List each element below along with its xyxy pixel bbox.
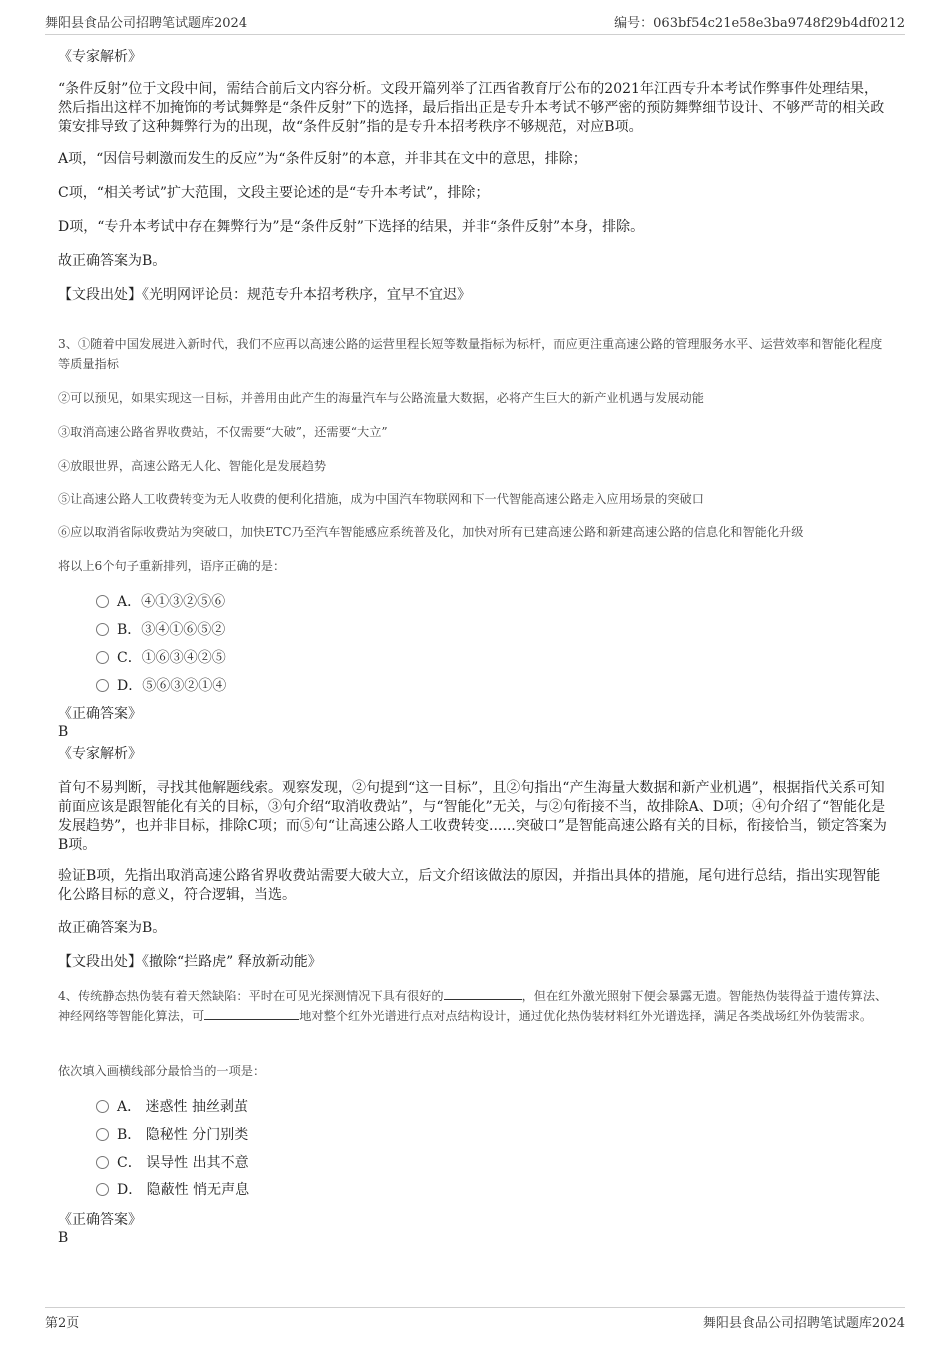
radio-icon[interactable] (96, 595, 109, 608)
q3-sentence-4: ④放眼世界，高速公路无人化、智能化是发展趋势 (58, 459, 327, 473)
q4-option-d[interactable]: D． 隐蔽性 悄无声息 (96, 1180, 249, 1200)
footer-divider (45, 1307, 905, 1308)
q3-option-c[interactable]: C．①⑥③④②⑤ (96, 648, 226, 668)
q3-sentence-3: ③取消高速公路省界收费站，不仅需要“大破”，还需要“大立” (58, 425, 388, 439)
q4-blank-2 (204, 1007, 299, 1020)
radio-icon[interactable] (96, 1156, 109, 1169)
radio-icon[interactable] (96, 679, 109, 692)
radio-icon[interactable] (96, 1100, 109, 1113)
q4-option-c[interactable]: C． 误导性 出其不意 (96, 1153, 249, 1173)
q4-stem: 4、传统静态热伪装有着天然缺陷：平时在可见光探测情况下具有很好的 ，但在红外激光照射下便会暴露无遗。智能热伪装得益于遗传算法、神经网络等智能化算法，可 地对整个红外光谱进行点对点结构设计，通过优化热伪装材料红外光谱选择，满足各类战场红外伪装需求。 (58, 989, 888, 1023)
q3-analysis-p2: 验证B项，先指出取消高速公路省界收费站需要大破大立，后文介绍该做法的原因，并指出具体的措施，尾句进行总结，指出实现智能化公路目标的意义，符合逻辑，当选。 (58, 868, 881, 903)
radio-icon[interactable] (96, 1128, 109, 1141)
q3-analysis-label: 《专家解析》 (58, 746, 142, 762)
page-header (45, 12, 905, 32)
q4-option-a[interactable]: A． 迷惑性 抽丝剥茧 (96, 1097, 248, 1117)
q3-source: 【文段出处】《撤除“拦路虎” 释放新动能》 (58, 954, 322, 970)
q2-conclusion: 故正确答案为B。 (58, 253, 167, 269)
page-number: 第2页 (45, 1316, 80, 1331)
q3-answer: B (58, 724, 69, 740)
q3-sentence-2: ②可以预见，如果实现这一目标，并善用由此产生的海量汽车与公路流量大数据，必将产生巨大的新产业机遇与发展动能 (58, 391, 704, 405)
q3-conclusion: 故正确答案为B。 (58, 920, 167, 936)
q2-analysis-p2: A项，“因信号刺激而发生的反应”为“条件反射”的本意，并非其在文中的意思，排除； (58, 151, 587, 167)
q2-analysis-p3: C项，“相关考试”扩大范围，文段主要论述的是“专升本考试”，排除； (58, 185, 490, 201)
q4-answer: B (58, 1230, 69, 1246)
q2-analysis-p4: D项，“专升本考试中存在舞弊行为”是“条件反射”下选择的结果，并非“条件反射”本身，排除。 (58, 219, 645, 235)
q2-source: 【文段出处】《光明网评论员：规范专升本招考秩序，宜早不宜迟》 (58, 287, 471, 303)
q3-option-b[interactable]: B．③④①⑥⑤② (96, 620, 225, 640)
q4-answer-label: 《正确答案》 (58, 1212, 142, 1228)
q3-analysis-p1: 首句不易判断，寻找其他解题线索。观察发现，②句提到“这一目标”，且②句指出“产生海量大数据和新产业机遇”，根据指代关系可知前面应该是跟智能化有关的目标，③句介绍“取消收费站”，与“智能化”无关，与②句衔接不当，故排除A、D项；④句介绍了“智能化是发展趋势”，也并非目标，排除C项；而⑤句“让高速公路人工收费转变......突破口”是智能高速公路有关的目标，衔接恰当，锁定答案为B项。 (58, 780, 887, 853)
q3-answer-label: 《正确答案》 (58, 706, 142, 722)
header-divider (45, 34, 905, 35)
q2-analysis-p1: “条件反射”位于文段中间，需结合前后文内容分析。文段开篇列举了江西省教育厅公布的2021年江西专升本考试作弊事件处理结果，然后指出这样不加掩饰的考试舞弊是“条件反射”下的选择，最后指出正是专升本考试不够严密的预防舞弊细节设计、不够严苛的相关政策安排导致了这种舞弊行为的出现，故“条件反射”指的是专升本招考秩序不够规范，对应B项。 (58, 81, 885, 135)
radio-icon[interactable] (96, 651, 109, 664)
q4-prompt: 依次填入画横线部分最恰当的一项是： (58, 1064, 266, 1078)
page-footer (45, 1312, 905, 1332)
radio-icon[interactable] (96, 1183, 109, 1196)
header-code: 编号：063bf54c21e58e3ba9748f29b4df0212 (614, 16, 905, 31)
header-title: 舞阳县食品公司招聘笔试题库2024 (45, 16, 248, 31)
q2-analysis-label: 《专家解析》 (58, 49, 142, 65)
q3-option-a[interactable]: A．④①③②⑤⑥ (96, 592, 225, 612)
q3-option-d[interactable]: D．⑤⑥③②①④ (96, 676, 226, 696)
q3-sentence-1: 3、①随着中国发展进入新时代，我们不应再以高速公路的运营里程长短等数量指标为标杆，而应更注重高速公路的管理服务水平、运营效率和智能化程度等质量指标 (58, 337, 883, 371)
q3-sentence-5: ⑤让高速公路人工收费转变为无人收费的便利化措施，成为中国汽车物联网和下一代智能高速公路走入应用场景的突破口 (58, 492, 704, 506)
q3-sentence-6: ⑥应以取消省际收费站为突破口，加快ETC乃至汽车智能感应系统普及化，加快对所有已建高速公路和新建高速公路的信息化和智能化升级 (58, 525, 804, 539)
footer-title: 舞阳县食品公司招聘笔试题库2024 (702, 1316, 905, 1331)
q4-option-b[interactable]: B． 隐秘性 分门别类 (96, 1125, 248, 1145)
q3-prompt: 将以上6个句子重新排列，语序正确的是： (58, 559, 286, 573)
radio-icon[interactable] (96, 623, 109, 636)
q4-blank-1 (444, 987, 522, 1000)
